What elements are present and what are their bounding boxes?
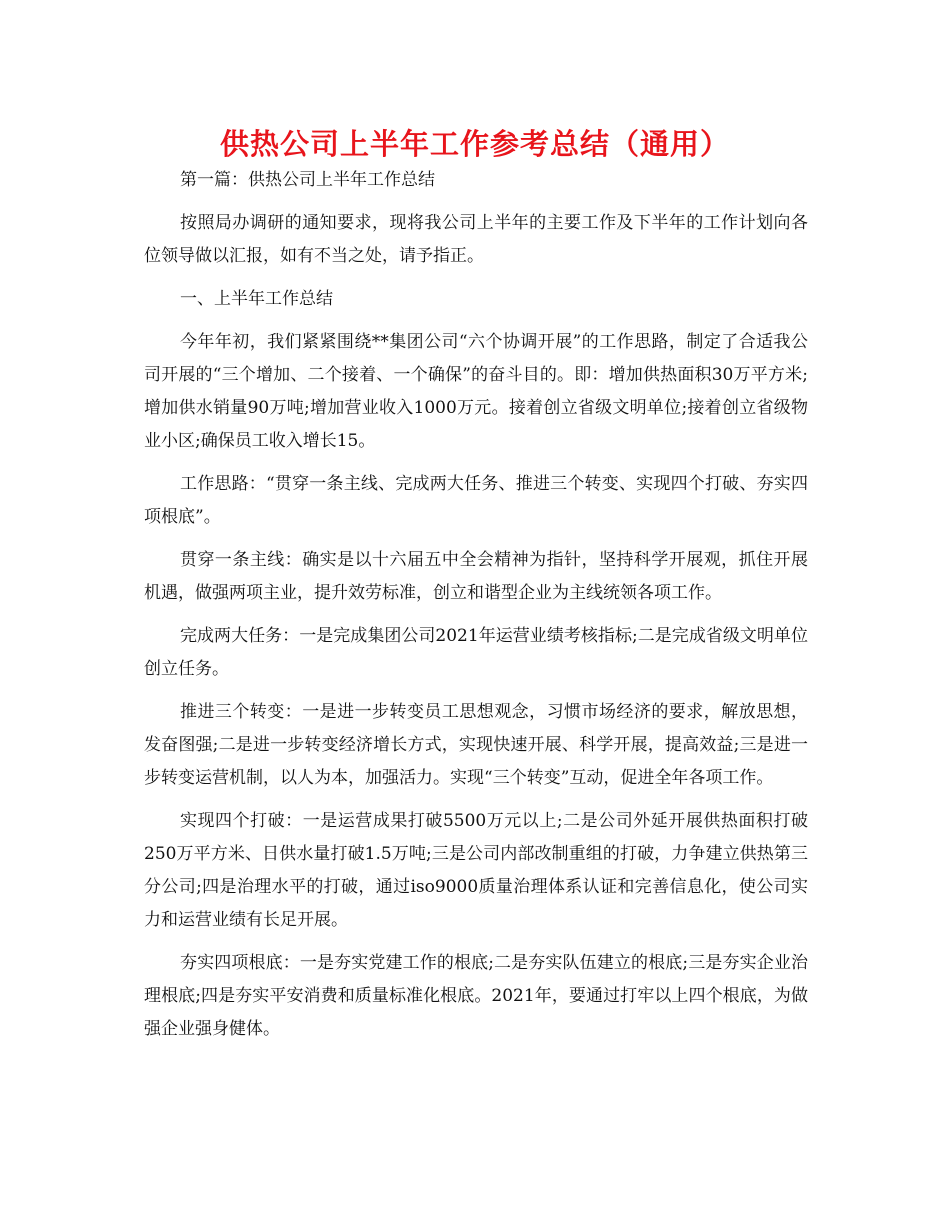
document-title: 供热公司上半年工作参考总结（通用） (219, 127, 730, 161)
document-body (144, 164, 808, 1056)
paragraph-intro: 按照局办调研的通知要求，现将我公司上半年的主要工作及下半年的工作计划向各位领导做以汇报，如有不当之处，请予指正。 (144, 213, 808, 266)
paragraph-main-line: 贯穿一条主线：确实是以十六届五中全会精神为指针，坚持科学开展观，抓住开展机遇，做强两项主业，提升效劳标准，创立和谐型企业为主线统领各项工作。 (144, 550, 808, 603)
section-heading-first-part: 第一篇：供热公司上半年工作总结 (180, 170, 435, 190)
paragraph-four-foundations: 夯实四项根底：一是夯实党建工作的根底;二是夯实队伍建立的根底;三是夯实企业治理根底;四是夯实平安消费和质量标准化根底。2021年，要通过打牢以上四个根底，为做强企业强身健体。 (144, 953, 808, 1039)
section-heading-summary: 一、上半年工作总结 (180, 289, 333, 309)
paragraph-two-tasks: 完成两大任务：一是完成集团公司2021年运营业绩考核指标;二是完成省级文明单位创立任务。 (144, 626, 808, 679)
paragraph-four-breakthroughs: 实现四个打破：一是运营成果打破5500万元以上;二是公司外延开展供热面积打破250万平方米、日供水量打破1.5万吨;三是公司内部改制重组的打破，力争建立供热第三分公司;四是治理水平的打破，通过iso9000质量治理体系认证和完善信息化，使公司实力和运营业绩有长足开展。 (144, 811, 808, 930)
paragraph-work-approach: 工作思路：“贯穿一条主线、完成两大任务、推进三个转变、实现四个打破、夯实四项根底”。 (144, 474, 808, 527)
paragraph-three-changes: 推进三个转变：一是进一步转变员工思想观念，习惯市场经济的要求，解放思想，发奋图强;二是进一步转变经济增长方式，实现快速开展、科学开展，提高效益;三是进一步转变运营机制，以人为本，加强活力。实现“三个转变”互动，促进全年各项工作。 (144, 702, 808, 788)
paragraph-goals: 今年年初，我们紧紧围绕**集团公司“六个协调开展”的工作思路，制定了合适我公司开展的“三个增加、二个接着、一个确保”的奋斗目的。即：增加供热面积30万平方米;增加供水销量90万吨;增加营业收入1000万元。接着创立省级文明单位;接着创立省级物业小区;确保员工收入增长15。 (144, 332, 808, 451)
